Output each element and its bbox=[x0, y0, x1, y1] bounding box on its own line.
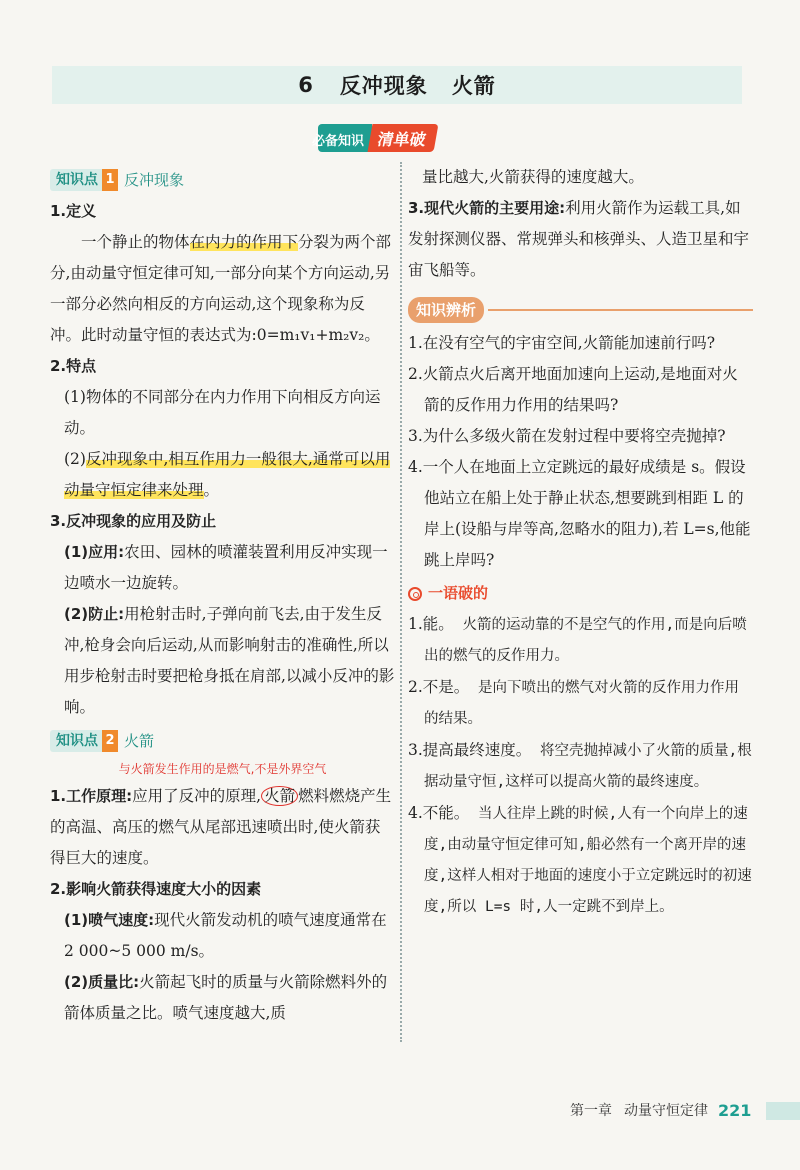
application-1-key: (1)应用: bbox=[64, 543, 125, 561]
question-4: 4.一个人在地面上立定跳远的最好成绩是 s。假设他站立在船上处于静止状态,想要跳到相距 L 的岸上(设船与岸等高,忽略水的阻力),若 L=s,他能跳上岸吗? bbox=[408, 458, 751, 569]
factor-1 bbox=[50, 905, 395, 967]
factor-2 bbox=[50, 967, 395, 1029]
factor-2-text: 火箭起飞时的质量与火箭除燃料外的箭体质量之比。喷气速度越大,质 bbox=[64, 973, 388, 1022]
applications-heading: 3.反冲现象的应用及防止 bbox=[50, 512, 217, 530]
question-2: 2.火箭点火后离开地面加速向上运动,是地面对火箭的反作用力作用的结果吗? bbox=[408, 365, 738, 414]
section-badge bbox=[312, 124, 436, 152]
features-heading: 2.特点 bbox=[50, 357, 97, 375]
analysis-header bbox=[408, 296, 753, 324]
factor-2-key: (2)质量比: bbox=[64, 973, 140, 991]
answer-1-text: 火箭的运动靠的不是空气的作用,而是向后喷出的燃气的反作用力。 bbox=[424, 617, 747, 664]
factor-1-text: 现代火箭发动机的喷气速度通常在 2 000~5 000 m/s。 bbox=[64, 911, 387, 960]
application-2 bbox=[50, 599, 395, 723]
answer-2-text: 是向下喷出的燃气对火箭的反作用力作用的结果。 bbox=[424, 680, 740, 727]
factor-2-continued: 量比越大,火箭获得的速度越大。 bbox=[422, 168, 644, 186]
rocket-uses bbox=[408, 193, 753, 286]
badge-left: 必备知识 bbox=[318, 124, 372, 152]
definition-text bbox=[50, 227, 395, 351]
knowledge-point-2 bbox=[50, 727, 395, 755]
kp-label: 知识点 bbox=[50, 730, 102, 752]
answer-3 bbox=[408, 735, 753, 798]
question-3: 3.为什么多级火箭在发射过程中要将空壳抛掉? bbox=[408, 427, 726, 445]
kp-number: 2 bbox=[102, 730, 118, 752]
definition-heading: 1.定义 bbox=[50, 202, 97, 220]
chapter-label: 第一章 bbox=[570, 1103, 612, 1119]
answer-3-text: 将空壳抛掉减小了火箭的质量,根据动量守恒,这样可以提高火箭的最终速度。 bbox=[424, 743, 752, 790]
circled-word: 火箭 bbox=[261, 786, 298, 806]
application-1 bbox=[50, 537, 395, 599]
knowledge-point-1 bbox=[50, 166, 395, 194]
rocket-uses-text: 利用火箭作为运载工具,如发射探测仪器、常规弹头和核弹头、人造卫星和宇宙飞船等。 bbox=[408, 199, 750, 279]
rocket-uses-key: 3.现代火箭的主要用途: bbox=[408, 199, 566, 217]
handwritten-note: 与火箭发生作用的是燃气,不是外界空气 bbox=[118, 762, 327, 776]
def-highlight: 在内力的作用下 bbox=[189, 233, 299, 251]
answer-2 bbox=[408, 672, 753, 735]
left-column bbox=[50, 162, 395, 1029]
right-column bbox=[408, 162, 753, 923]
working-principle-text-a: 应用了反冲的原理, bbox=[132, 787, 262, 805]
section-number: 6 bbox=[298, 73, 314, 97]
application-2-text: 用枪射击时,子弹向前飞去,由于发生反冲,枪身会向后运动,从而影响射击的准确性,所以用步枪射击时要把枪身抵在肩部,以减小反冲的影响。 bbox=[64, 605, 395, 716]
page-footer bbox=[570, 1100, 751, 1120]
answer-3-lead: 3.提高最终速度。 bbox=[408, 741, 532, 759]
kp-title: 火箭 bbox=[124, 731, 155, 750]
chapter-name: 动量守恒定律 bbox=[624, 1103, 708, 1119]
page-title bbox=[52, 66, 742, 104]
feature-1: (1)物体的不同部分在内力作用下向相反方向运动。 bbox=[64, 388, 381, 437]
def-text-a: 一个静止的物体 bbox=[81, 233, 190, 251]
feature-2-prefix: (2) bbox=[64, 450, 86, 468]
answer-4-lead: 4.不能。 bbox=[408, 804, 470, 822]
feature-2-end: 。 bbox=[203, 481, 220, 499]
answers-title bbox=[408, 578, 753, 609]
column-divider bbox=[400, 162, 402, 1042]
feature-2-highlight: 反冲现象中,相互作用力一般很大,通常可以用动量守恒定律来处理 bbox=[64, 450, 391, 499]
working-principle-key: 1.工作原理: bbox=[50, 787, 133, 805]
answer-4-text: 当人往岸上跳的时候,人有一个向岸上的速度,由动量守恒定律可知,船必然有一个离开岸的速度,这样人相对于地面的速度小于立定跳远时的初速度,所以 L=s 时,人一定跳不到岸上。 bbox=[424, 806, 752, 915]
answer-4 bbox=[408, 798, 753, 923]
answers-title-text: 一语破的 bbox=[428, 584, 489, 602]
question-1: 1.在没有空气的宇宙空间,火箭能加速前行吗? bbox=[408, 334, 716, 352]
answer-1-lead: 1.能。 bbox=[408, 615, 454, 633]
working-principle bbox=[50, 781, 395, 874]
kp-title: 反冲现象 bbox=[124, 170, 185, 189]
application-2-key: (2)防止: bbox=[64, 605, 125, 623]
kp-number: 1 bbox=[102, 169, 118, 191]
badge-right: 清单破 bbox=[368, 124, 439, 152]
title-sub: 火箭 bbox=[451, 74, 496, 98]
def-text-b: 分裂为两个部分,由动量守恒定律可知,一部分向某个方向运动,另一部分必然向相反的方向运动,这个现象称为反冲。此时动量守恒的表达式为:0=m₁v₁+m₂v₂。 bbox=[50, 233, 392, 344]
kp-label: 知识点 bbox=[50, 169, 102, 191]
answer-1 bbox=[408, 609, 753, 672]
page-number: 221 bbox=[718, 1100, 752, 1120]
feature-2 bbox=[50, 444, 395, 506]
analysis-title: 知识辨析 bbox=[408, 297, 484, 323]
factor-1-key: (1)喷气速度: bbox=[64, 911, 155, 929]
answer-2-lead: 2.不是。 bbox=[408, 678, 470, 696]
application-1-text: 农田、园林的喷灌装置利用反冲实现一边喷水一边旋转。 bbox=[64, 543, 388, 592]
target-icon bbox=[408, 587, 422, 601]
title-main: 反冲现象 bbox=[339, 74, 428, 98]
factors-heading: 2.影响火箭获得速度大小的因素 bbox=[50, 880, 262, 898]
working-principle-text-b: 燃料燃烧产生的高温、高压的燃气从尾部迅速喷出时,使火箭获得巨大的速度。 bbox=[50, 787, 392, 867]
